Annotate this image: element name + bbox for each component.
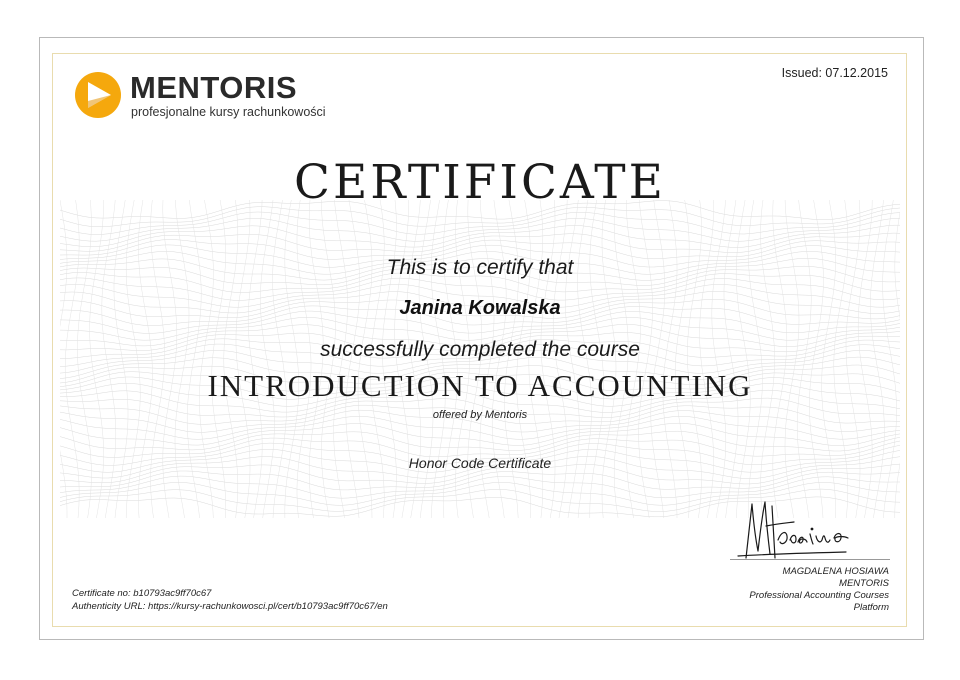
issued-date: Issued: 07.12.2015 bbox=[781, 66, 888, 80]
certify-line: This is to certify that bbox=[386, 256, 574, 279]
signatory-role-line1: Professional Accounting Courses bbox=[749, 590, 889, 601]
signatory-role-line2: Platform bbox=[853, 602, 889, 613]
signatory-organization: MENTORIS bbox=[839, 578, 889, 589]
offered-by: offered by Mentoris bbox=[432, 409, 528, 421]
handwritten-signature bbox=[728, 496, 893, 564]
completed-line: successfully completed the course bbox=[320, 338, 640, 361]
signature-line bbox=[730, 559, 890, 560]
brand-name: MENTORIS bbox=[130, 70, 298, 105]
certificate-title: CERTIFICATE bbox=[294, 155, 666, 210]
certificate-number: Certificate no: b10793ac9ff70c67 bbox=[72, 588, 212, 599]
authenticity-url: Authenticity URL: https://kursy-rachunkowosci.pl/cert/b10793ac9ff70c67/en bbox=[72, 600, 388, 612]
signatory-block bbox=[749, 566, 889, 614]
recipient-name: Janina Kowalska bbox=[399, 297, 561, 319]
certificate-type: Honor Code Certificate bbox=[408, 455, 552, 471]
guilloche-line bbox=[60, 317, 900, 340]
verification-info bbox=[72, 588, 388, 613]
play-icon bbox=[74, 71, 122, 119]
course-name: INTRODUCTION TO ACCOUNTING bbox=[207, 368, 753, 403]
mentoris-logo bbox=[74, 71, 334, 123]
brand-tagline: profesjonalne kursy rachunkowości bbox=[131, 105, 326, 119]
signatory-name: MAGDALENA HOSIAWA bbox=[782, 566, 889, 577]
